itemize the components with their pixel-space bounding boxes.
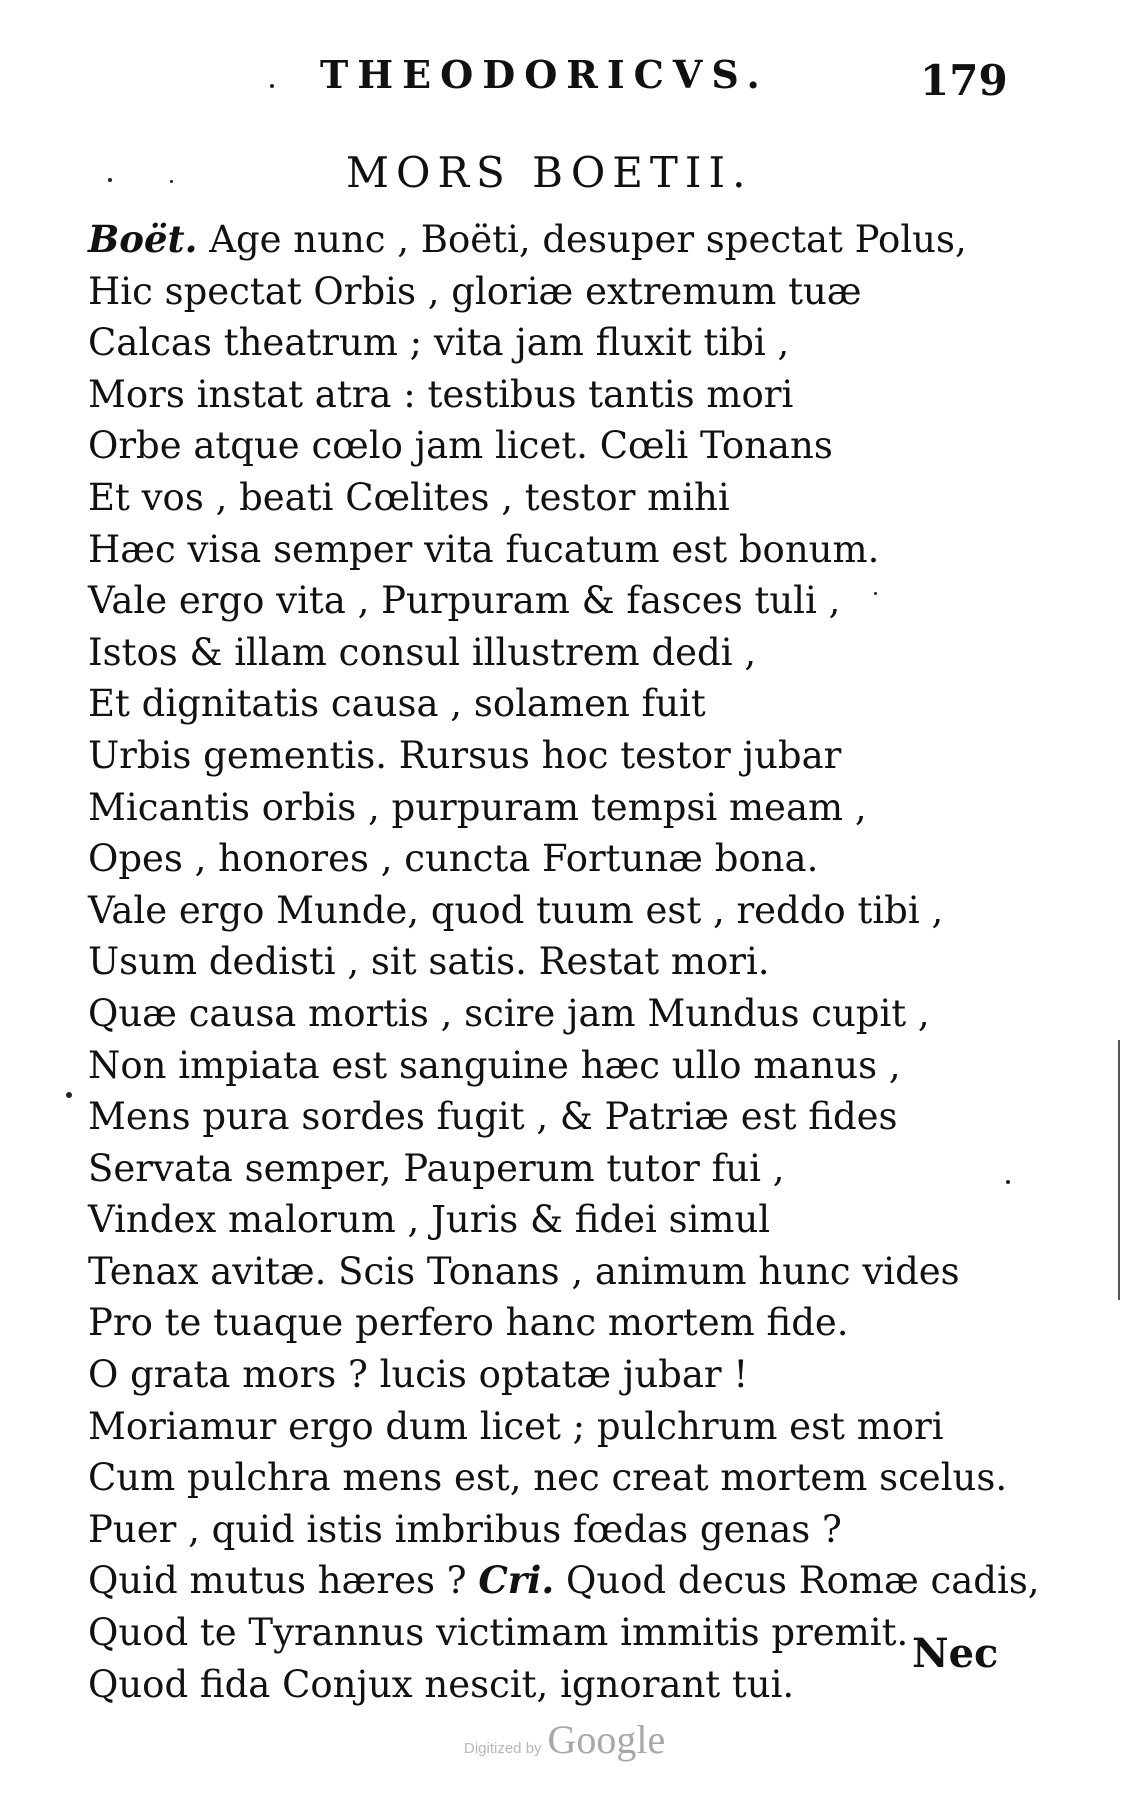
verse-line: Hæc visa semper vita fucatum est bonum. xyxy=(88,527,880,571)
verse-line: O grata mors ? lucis optatæ jubar ! xyxy=(88,1353,749,1397)
speaker-label: Boët. xyxy=(88,217,198,261)
digitized-label: Digitized by xyxy=(464,1740,542,1757)
verse-line: Tenax avitæ. Scis Tonans , animum hunc vides xyxy=(88,1249,960,1293)
print-speck xyxy=(170,180,173,183)
verse-line: Orbe atque cœlo jam licet. Cœli Tonans xyxy=(88,424,833,468)
verse-line: Quod te Tyrannus victimam immitis premit. xyxy=(88,1611,909,1655)
page-edge-line xyxy=(1118,1040,1120,1300)
verse-line: Vale ergo Munde, quod tuum est , reddo tibi , xyxy=(88,888,944,932)
print-speck xyxy=(1006,1180,1010,1184)
verse-line: Mens pura sordes fugit , & Patriæ est fides xyxy=(88,1095,898,1139)
verse-line: Opes , honores , cuncta Fortunæ bona. xyxy=(88,837,819,881)
page-number: 179 xyxy=(920,56,1008,105)
verse-line-text: Quod decus Romæ cadis, xyxy=(554,1559,1040,1603)
print-speck xyxy=(108,178,112,182)
verse-line: Cum pulchra mens est, nec creat mortem scelus. xyxy=(88,1456,1008,1500)
verse-line-text: Age nunc , Boëti, desuper spectat Polus, xyxy=(197,218,967,261)
verse-line: Usum dedisti , sit satis. Restat mori. xyxy=(88,940,770,984)
verse-line-text: Quid mutus hæres ? xyxy=(88,1559,479,1603)
catchword: Nec xyxy=(912,1630,999,1677)
verse-line: Et vos , beati Cœlites , testor mihi xyxy=(88,475,730,519)
speaker-label: Cri. xyxy=(478,1558,555,1603)
verse-line: Moriamur ergo dum licet ; pulchrum est mori xyxy=(88,1404,944,1448)
verse-line: Calcas theatrum ; vita jam fluxit tibi , xyxy=(88,321,790,365)
digitization-watermark xyxy=(464,1716,665,1763)
print-speck xyxy=(874,592,877,595)
print-speck xyxy=(270,84,274,88)
verse-line: Pro te tuaque perfero hanc mortem fide. xyxy=(88,1301,849,1345)
verse-line: Vindex malorum , Juris & fidei simul xyxy=(88,1198,771,1242)
verse-line: Quod fida Conjux nescit, ignorant tui. xyxy=(88,1662,795,1706)
verse-line: Servata semper, Pauperum tutor fui , xyxy=(88,1146,785,1190)
verse-line: Hic spectat Orbis , gloriæ extremum tuæ xyxy=(88,269,862,313)
verse-line: Vale ergo vita , Purpuram & fasces tuli , xyxy=(88,579,841,623)
google-brand: Google xyxy=(547,1717,666,1762)
verse-line xyxy=(88,214,1008,266)
running-head: THEODORICVS. xyxy=(320,52,769,97)
verse-block xyxy=(88,214,1040,1710)
verse-line: Et dignitatis causa , solamen fuit xyxy=(88,682,706,726)
print-speck xyxy=(66,1092,72,1098)
verse-line: Mors instat atra : testibus tantis mori xyxy=(88,372,794,416)
verse-line: Urbis gementis. Rursus hoc testor jubar xyxy=(88,733,842,777)
verse-line: Non impiata est sanguine hæc ullo manus , xyxy=(88,1043,901,1087)
verse-line: Puer , quid istis imbribus fœdas genas ? xyxy=(88,1507,842,1551)
verse-line: Micantis orbis , purpuram tempsi meam , xyxy=(88,785,867,829)
verse-line xyxy=(88,1555,1040,1607)
verse-line: Quæ causa mortis , scire jam Mundus cupit , xyxy=(88,991,930,1035)
section-title: MORS BOETII. xyxy=(346,148,753,197)
verse-line: Istos & illam consul illustrem dedi , xyxy=(88,630,757,674)
